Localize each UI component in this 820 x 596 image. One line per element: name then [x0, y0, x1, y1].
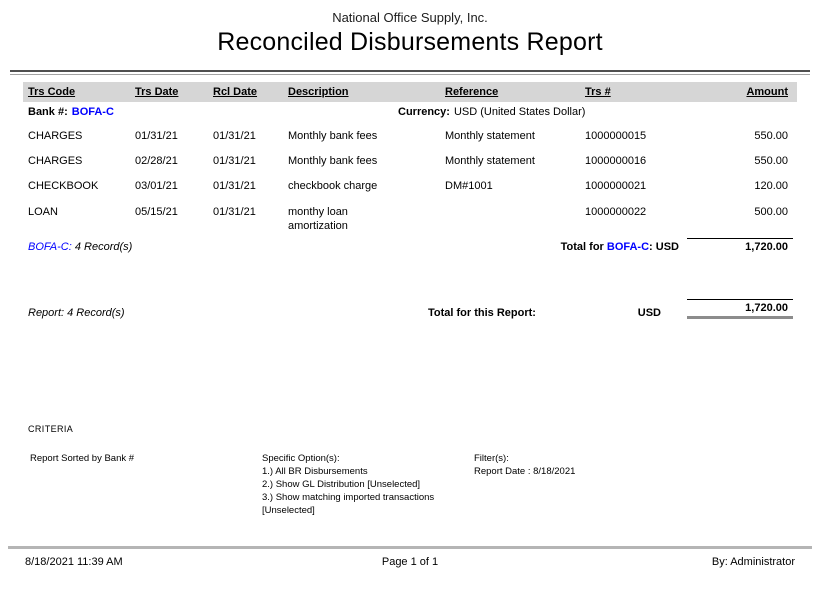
bank-total-amount: 1,720.00 — [687, 238, 793, 253]
bank-code-link: BOFA-C — [71, 106, 114, 118]
table-row — [23, 205, 797, 233]
currency-line — [398, 106, 585, 118]
column-header-trs-code: Trs Code — [28, 86, 76, 98]
report-total-row — [23, 299, 797, 319]
cell-description: monthy loan amortization — [288, 206, 348, 232]
cell-rcl-date: 01/31/21 — [213, 206, 256, 218]
cell-amount: 500.00 — [754, 206, 788, 218]
total-suffix-text: : USD — [649, 241, 679, 253]
option-item: 2.) Show GL Distribution [Unselected] — [262, 479, 421, 490]
cell-reference: Monthly statement — [445, 155, 535, 167]
bank-code-label: BOFA-C: — [28, 241, 72, 253]
criteria-specific-options — [262, 452, 474, 517]
filters-label: Filter(s): — [474, 453, 509, 464]
report-total-currency: USD — [637, 307, 661, 319]
footer-printed-by: By: Administrator — [711, 556, 796, 568]
cell-trs-date: 02/28/21 — [135, 155, 178, 167]
cell-amount: 120.00 — [754, 180, 788, 192]
option-item: 3.) Show matching imported transactions [Unselected] — [262, 492, 435, 516]
total-for-text: Total for — [560, 241, 607, 253]
cell-trs-code: CHECKBOOK — [28, 180, 99, 192]
bank-record-count — [23, 241, 132, 253]
column-header-description: Description — [288, 86, 349, 98]
column-header-amount: Amount — [746, 86, 788, 98]
company-name: National Office Supply, Inc. — [332, 10, 488, 25]
header-divider — [10, 70, 810, 75]
cell-reference: Monthly statement — [445, 130, 535, 142]
currency-label: Currency: — [398, 106, 450, 118]
report-total-label: Total for this Report: — [428, 307, 536, 319]
table-row — [23, 154, 797, 168]
specific-options-label: Specific Option(s): — [262, 453, 340, 464]
option-item: 1.) All BR Disbursements — [262, 466, 368, 477]
currency-value: USD (United States Dollar) — [453, 106, 586, 118]
cell-trs-num: 1000000016 — [585, 155, 647, 167]
criteria-filters — [474, 452, 796, 517]
footer-datetime: 8/18/2021 11:39 AM — [25, 556, 123, 568]
table-row — [23, 129, 797, 143]
filter-value: Report Date : 8/18/2021 — [474, 466, 576, 477]
cell-trs-code: CHARGES — [28, 130, 83, 142]
bank-total-label — [561, 241, 679, 253]
cell-trs-date: 01/31/21 — [135, 130, 178, 142]
bank-subtotal-row — [23, 238, 797, 253]
column-header-reference: Reference — [445, 86, 499, 98]
cell-description: Monthly bank fees — [288, 130, 378, 142]
cell-trs-code: CHARGES — [28, 155, 83, 167]
footer-page-number: Page 1 of 1 — [381, 556, 439, 568]
cell-rcl-date: 01/31/21 — [213, 180, 256, 192]
cell-amount: 550.00 — [754, 155, 788, 167]
column-header-rcl-date: Rcl Date — [213, 86, 258, 98]
cell-trs-date: 03/01/21 — [135, 180, 178, 192]
cell-trs-num: 1000000022 — [585, 206, 647, 218]
criteria-heading: CRITERIA — [28, 424, 74, 434]
column-header-trs-date: Trs Date — [135, 86, 179, 98]
cell-reference: DM#1001 — [445, 180, 493, 192]
footer-divider — [8, 546, 812, 549]
cell-rcl-date: 01/31/21 — [213, 130, 256, 142]
report-record-count: Report: 4 Record(s) — [28, 307, 125, 319]
cell-trs-num: 1000000015 — [585, 130, 647, 142]
cell-description: Monthly bank fees — [288, 155, 378, 167]
footer — [23, 556, 797, 568]
cell-trs-code: LOAN — [28, 206, 58, 218]
cell-trs-date: 05/15/21 — [135, 206, 178, 218]
cell-amount: 550.00 — [754, 130, 788, 142]
criteria-sorted-by: Report Sorted by Bank # — [30, 453, 135, 464]
bank-code-link: BOFA-C — [606, 241, 650, 253]
cell-description: checkbook charge — [288, 180, 378, 192]
table-header-row — [23, 82, 797, 102]
cell-rcl-date: 01/31/21 — [213, 155, 256, 167]
bank-number-label: Bank #: — [28, 106, 68, 118]
criteria-section — [30, 452, 796, 517]
column-header-trs-num: Trs # — [585, 86, 611, 98]
table-row — [23, 179, 797, 193]
report-total-amount: 1,720.00 — [687, 299, 793, 319]
record-count-text: 4 Record(s) — [74, 241, 133, 253]
report-title: Reconciled Disbursements Report — [217, 28, 603, 56]
cell-trs-num: 1000000021 — [585, 180, 647, 192]
bank-group-header — [23, 106, 797, 121]
